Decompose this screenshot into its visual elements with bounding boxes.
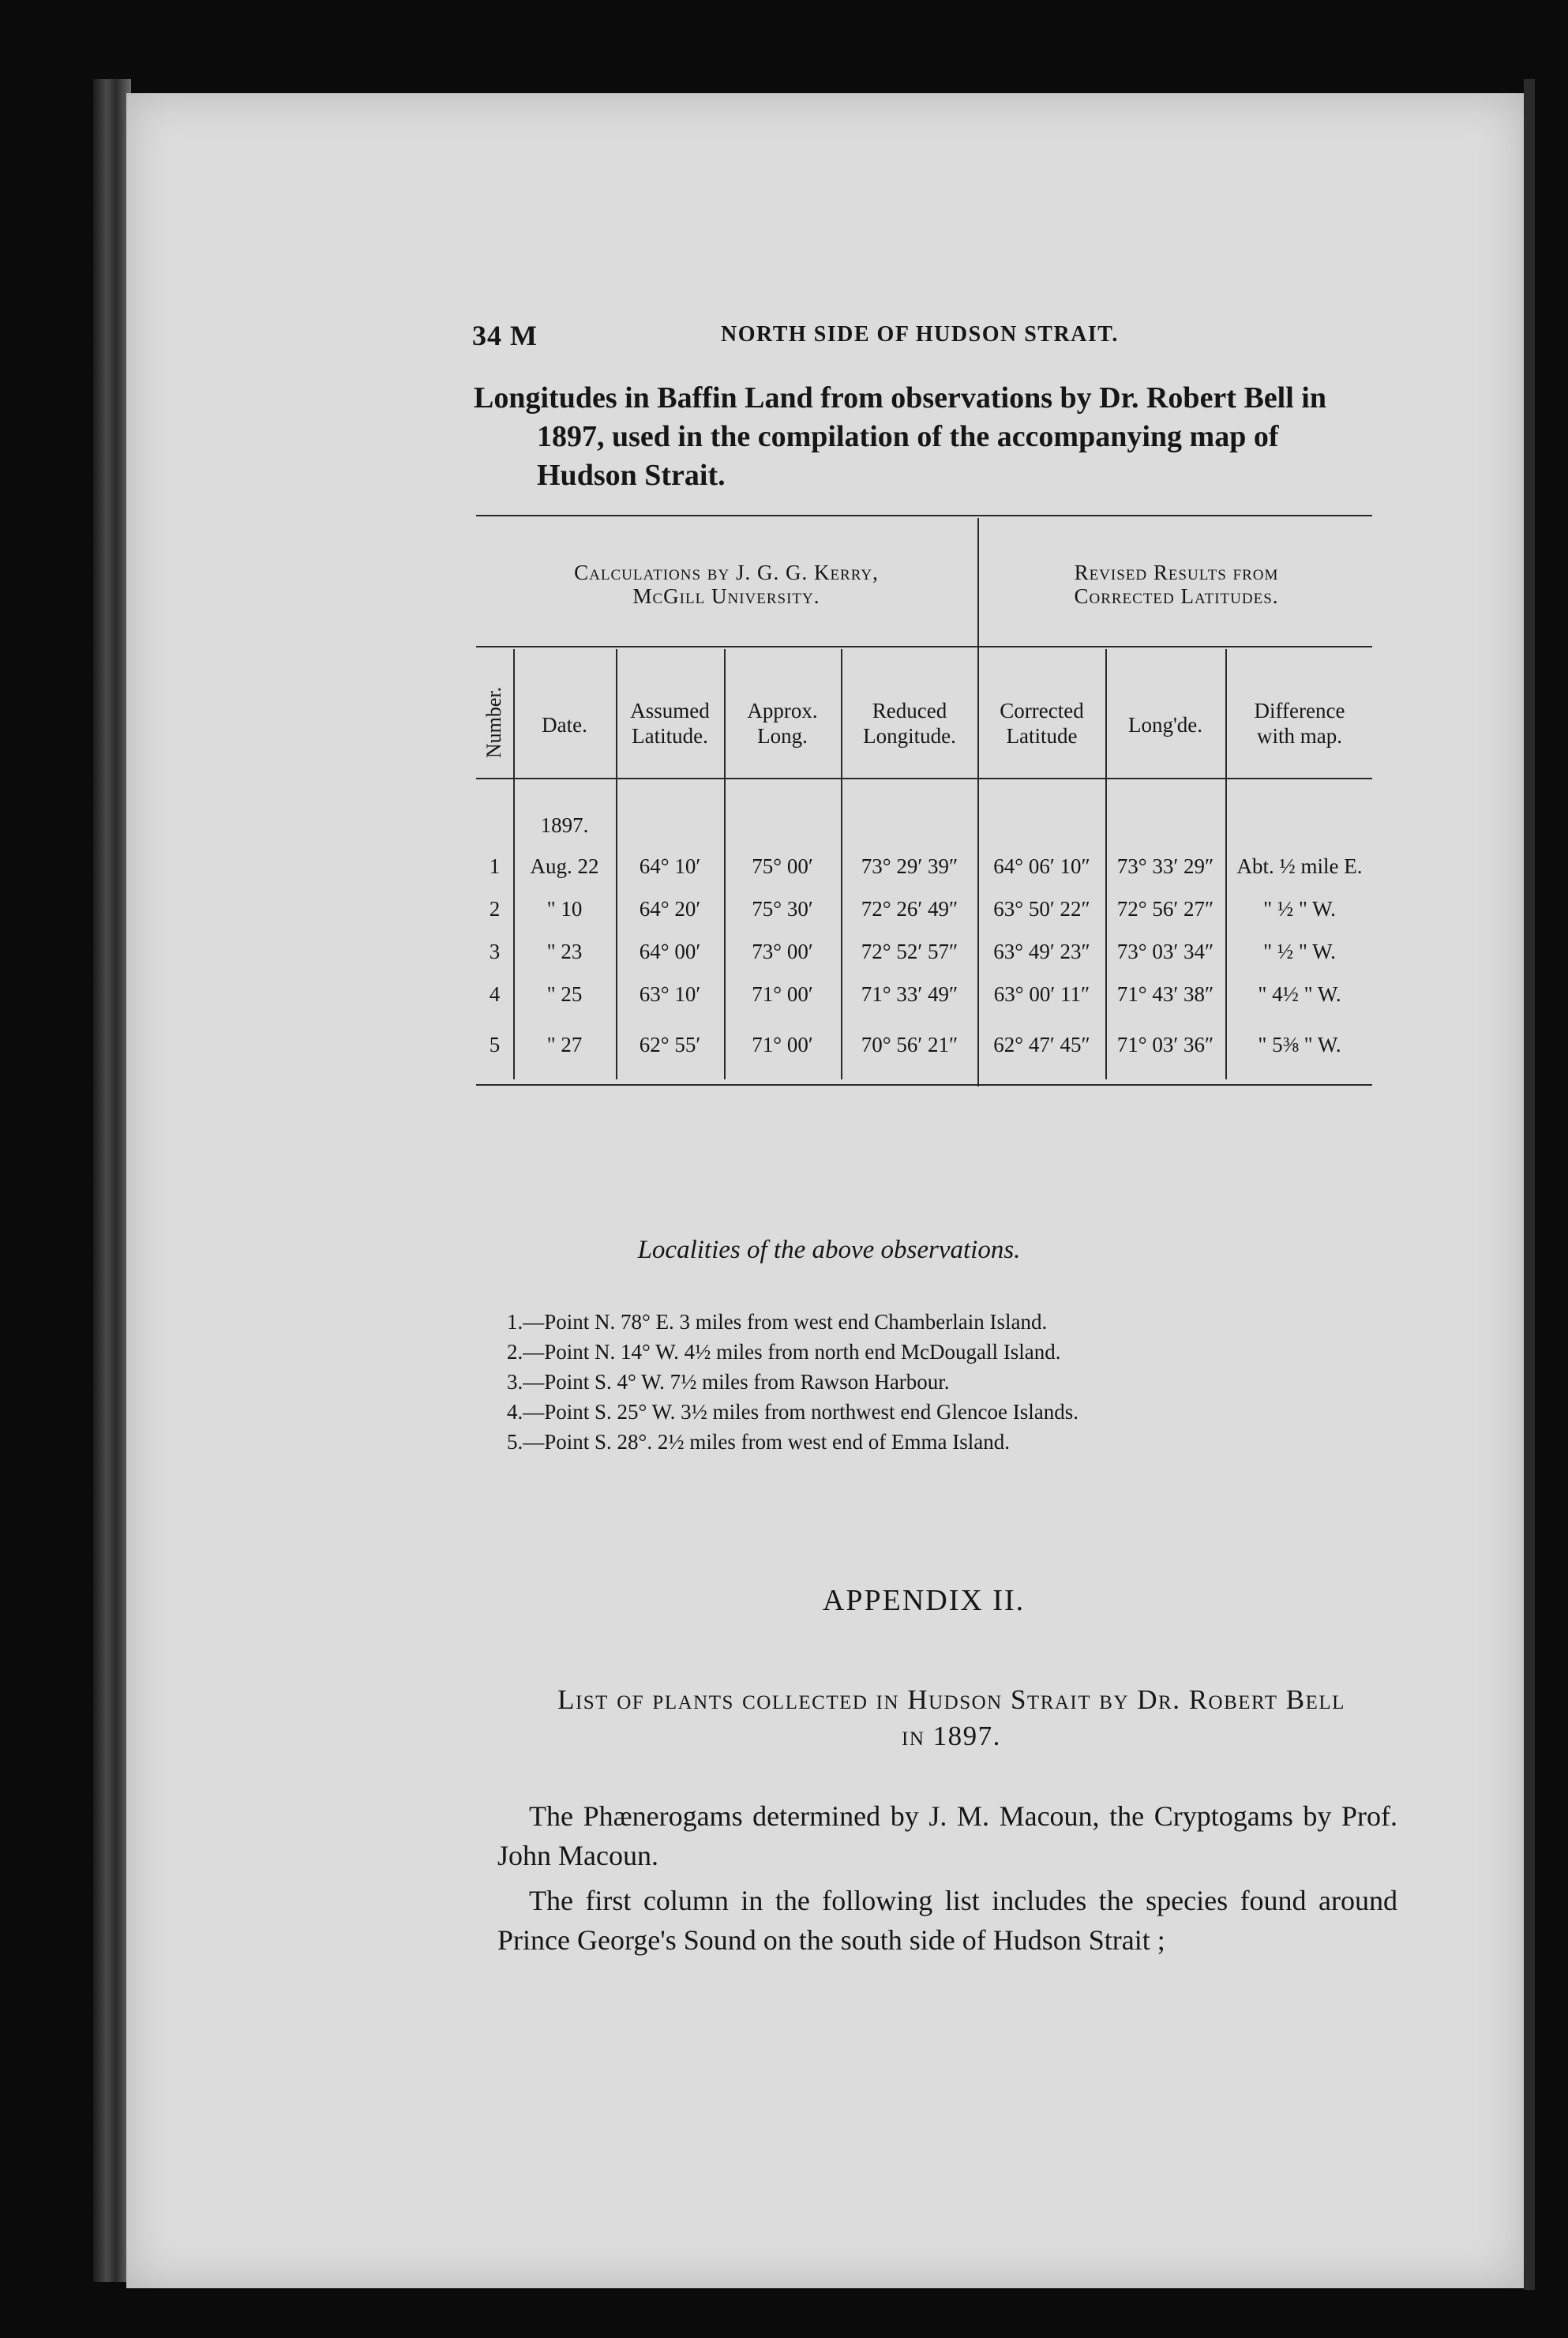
approx-long-l1: Approx.: [747, 699, 818, 722]
table-title-line2: 1897, used in the compilation of the accompanying map of: [537, 420, 1279, 453]
table-cell-date: " 23: [546, 940, 583, 963]
list-item: 4.—Point S. 25° W. 3½ miles from northwest end Glencoe Islands.: [507, 1400, 1078, 1424]
table-cell-approx: 73° 00′: [752, 940, 813, 963]
corrected-lat-l1: Corrected: [1000, 699, 1084, 722]
table-cell-corrected: 63° 00′ 11″: [993, 982, 1090, 1006]
localities-title: Localities of the above observations.: [637, 1236, 1021, 1264]
list-item: 3.—Point S. 4° W. 7½ miles from Rawson Harbour.: [507, 1370, 950, 1394]
appendix-heading: APPENDIX II.: [822, 1584, 1026, 1617]
table-cell-reduced: 72° 52′ 57″: [861, 940, 958, 963]
table-cell-longde: 71° 43′ 38″: [1116, 982, 1214, 1006]
table-cell-reduced: 73° 29′ 39″: [861, 854, 958, 878]
table-cell-corrected: 64° 06′ 10″: [993, 854, 1090, 878]
approx-long-l2: Long.: [757, 724, 808, 748]
paragraph-2-text: The first column in the following list includes the species found around Prince George's Sound on the south side of Hudson Strait ;: [497, 1885, 1397, 1956]
table-cell-reduced: 71° 33′ 49″: [861, 982, 958, 1006]
group-right-line2: Corrected Latitudes.: [1074, 584, 1279, 608]
table-cell-assumed: 64° 00′: [639, 940, 701, 963]
localities-list: [507, 1307, 1078, 1457]
table-cell-num: 2: [489, 897, 501, 921]
difference-l1: Difference: [1254, 699, 1345, 722]
table-cell-diff: " ½ " W.: [1263, 940, 1336, 963]
running-header: [472, 319, 1135, 358]
table-year: 1897.: [540, 813, 589, 837]
list-item: 1.—Point N. 78° E. 3 miles from west end Chamberlain Island.: [507, 1310, 1048, 1334]
table-cell-longde: 73° 03′ 34″: [1116, 940, 1214, 963]
table-cell-longde: 72° 56′ 27″: [1116, 897, 1214, 921]
col-header-reduced-long: [842, 698, 977, 749]
table-cell-diff: " 4½ " W.: [1258, 982, 1341, 1006]
paragraph-1: [497, 1796, 1397, 1875]
table-cell-longde: 73° 33′ 29″: [1116, 854, 1214, 878]
table-cell-approx: 75° 30′: [752, 897, 813, 921]
table-cell-num: 5: [489, 1033, 501, 1056]
list-item: 2.—Point N. 14° W. 4½ miles from north end McDougall Island.: [507, 1340, 1061, 1364]
col-header-number-wrap: [476, 679, 513, 766]
paragraph-2: [497, 1881, 1397, 1960]
col-header-approx-long: [726, 698, 839, 749]
table-cell-diff: " 5⅜ " W.: [1258, 1033, 1341, 1056]
list-item: 5.—Point S. 28°. 2½ miles from west end of Emma Island.: [507, 1430, 1010, 1454]
binding-edge: [93, 79, 131, 2282]
difference-l2: with map.: [1257, 724, 1342, 748]
group-left-line2: McGill University.: [632, 584, 820, 608]
table-title-line3: Hudson Strait.: [537, 459, 726, 492]
running-title: NORTH SIDE OF HUDSON STRAIT.: [721, 322, 1119, 347]
assumed-lat-l2: Latitude.: [632, 724, 708, 748]
table-cell-approx: 71° 00′: [752, 982, 813, 1006]
group-header-left: [482, 561, 971, 608]
table-cell-reduced: 72° 26′ 49″: [861, 897, 958, 921]
table-cell-reduced: 70° 56′ 21″: [861, 1033, 958, 1056]
table-bottom-rule: [476, 1084, 1372, 1086]
table-title-line1: Longitudes in Baffin Land from observations by Dr. Robert Bell in: [474, 381, 1326, 415]
group-right-line1: Revised Results from: [1074, 561, 1279, 584]
table-cell-num: 1: [489, 854, 501, 878]
appendix-subtitle-line2: in 1897.: [902, 1721, 1001, 1751]
col-header-difference: [1227, 698, 1372, 749]
table-cell-date: " 25: [546, 982, 583, 1006]
table-cell-date: " 27: [546, 1033, 583, 1056]
assumed-lat-l1: Assumed: [630, 699, 710, 722]
appendix-subtitle-line1: List of plants collected in Hudson Strait by Dr. Robert Bell: [557, 1684, 1345, 1715]
table-cell-approx: 71° 00′: [752, 1033, 813, 1056]
table-cell-longde: 71° 03′ 36″: [1116, 1033, 1214, 1056]
reduced-long-l1: Reduced: [872, 699, 947, 722]
page-number: 34 M: [472, 320, 538, 351]
col-header-assumed-lat: [617, 698, 722, 749]
table-cell-corrected: 63° 50′ 22″: [993, 897, 1090, 921]
table-cell-date: " 10: [546, 897, 583, 921]
group-header-right: [987, 561, 1366, 608]
header-rule: [476, 646, 1372, 647]
table-cell-corrected: 63° 49′ 23″: [993, 940, 1090, 963]
table-cell-approx: 75° 00′: [752, 854, 813, 878]
table-cell-assumed: 64° 10′: [639, 854, 701, 878]
table-cell-diff: " ½ " W.: [1263, 897, 1336, 921]
col-header-date: Date.: [542, 713, 587, 737]
table-cell-assumed: 64° 20′: [639, 897, 701, 921]
column-header-rule: [476, 778, 1372, 779]
table-cell-assumed: 63° 10′: [639, 982, 701, 1006]
table-cell-date: Aug. 22: [530, 854, 599, 878]
col-header-corrected-lat: [980, 698, 1104, 749]
group-left-line1: Calculations by J. G. G. Kerry,: [574, 561, 879, 584]
table-cell-num: 4: [489, 982, 501, 1006]
table-top-rule: [476, 515, 1372, 516]
page-edge: [1524, 79, 1535, 2290]
table-title: [474, 379, 1374, 495]
reduced-long-l2: Longitude.: [863, 724, 956, 748]
table-cell-corrected: 62° 47′ 45″: [993, 1033, 1090, 1056]
col-header-number: Number.: [482, 686, 506, 759]
paragraph-1-text: The Phænerogams determined by J. M. Macoun, the Cryptogams by Prof. John Macoun.: [497, 1800, 1397, 1871]
col-header-longde: Long'de.: [1127, 713, 1203, 737]
corrected-lat-l2: Latitude: [1006, 724, 1078, 748]
table-cell-assumed: 62° 55′: [639, 1033, 701, 1056]
table-cell-diff: Abt. ½ mile E.: [1236, 854, 1363, 878]
table-group-divider: [977, 518, 979, 1086]
appendix-subtitle: [490, 1682, 1413, 1754]
table-cell-num: 3: [489, 940, 501, 963]
